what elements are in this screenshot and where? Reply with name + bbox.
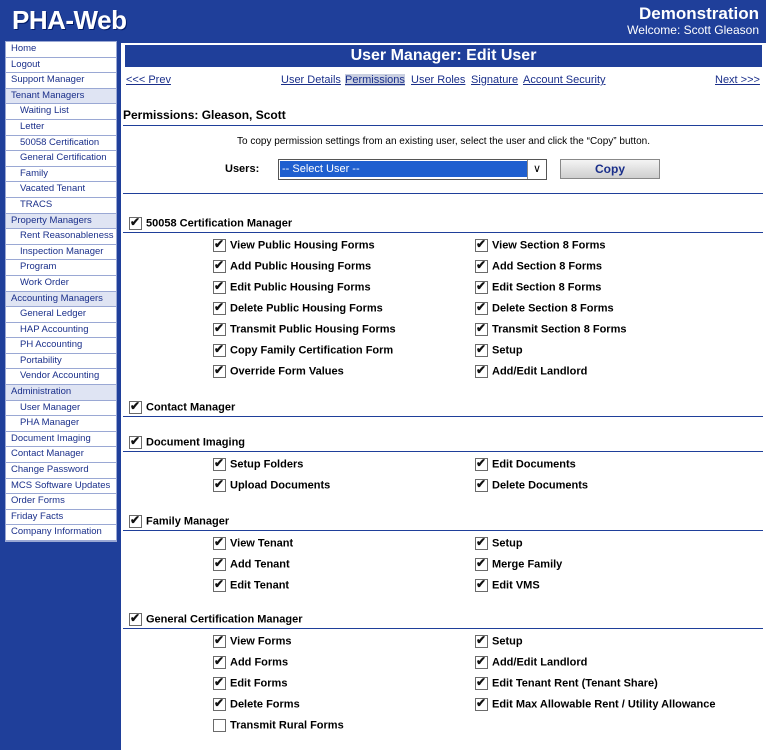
permission-checkbox-delete-public-housing-forms[interactable]	[213, 302, 226, 315]
permission-checkbox-edit-tenant[interactable]	[213, 579, 226, 592]
permission-add-forms	[213, 656, 288, 669]
tab-permissions[interactable]: Permissions	[345, 74, 405, 86]
sidebar-item-vendor-accounting[interactable]: Vendor Accounting	[6, 369, 116, 385]
permission-checkbox-setup-folders[interactable]	[213, 458, 226, 471]
permission-edit-tenant	[213, 579, 289, 592]
permission-add-tenant	[213, 558, 290, 571]
section-family-manager	[129, 515, 229, 528]
permission-view-forms	[213, 635, 292, 648]
sidebar-item-general-certification[interactable]: General Certification	[6, 151, 116, 167]
permission-upload-documents	[213, 479, 330, 492]
section-title: General Certification Manager	[146, 613, 303, 626]
page-title: User Manager: Edit User	[125, 45, 762, 67]
section-checkbox-general-certification-manager[interactable]	[129, 613, 142, 626]
sidebar-item-pha-manager[interactable]: PHA Manager	[6, 416, 116, 432]
permission-view-public-housing-forms	[213, 239, 375, 252]
sidebar-item-tenant-managers[interactable]: Tenant Managers	[6, 89, 116, 105]
permission-checkbox-view-tenant[interactable]	[213, 537, 226, 550]
permission-delete-documents	[475, 479, 588, 492]
copy-instructions: To copy permission settings from an existing user, select the user and click the “Copy” button.	[237, 136, 650, 147]
permission-label: Setup	[492, 537, 523, 550]
permission-checkbox-override-form-values[interactable]	[213, 365, 226, 378]
sidebar-item-contact-manager[interactable]: Contact Manager	[6, 447, 116, 463]
permission-checkbox-setup[interactable]	[475, 635, 488, 648]
next-link[interactable]: Next >>>	[715, 74, 760, 86]
users-select-value: -- Select User --	[280, 161, 527, 177]
sidebar-item-tracs[interactable]: TRACS	[6, 198, 116, 214]
permission-label: Delete Section 8 Forms	[492, 302, 614, 315]
section-50058-certification-manager	[129, 217, 292, 230]
section-checkbox-contact-manager[interactable]	[129, 401, 142, 414]
permission-copy-family-certification-form	[213, 344, 393, 357]
sidebar-item-hap-accounting[interactable]: HAP Accounting	[6, 323, 116, 339]
permission-checkbox-add-public-housing-forms[interactable]	[213, 260, 226, 273]
permission-checkbox-edit-max-allowable-rent-utility-allowance[interactable]	[475, 698, 488, 711]
section-divider	[123, 451, 763, 452]
permission-setup	[475, 537, 523, 550]
permission-label: Transmit Public Housing Forms	[230, 323, 396, 336]
organization-name: Demonstration	[639, 4, 759, 23]
sidebar-item-ph-accounting[interactable]: PH Accounting	[6, 338, 116, 354]
permission-label: Edit Public Housing Forms	[230, 281, 371, 294]
permission-edit-max-allowable-rent-utility-allowance	[475, 698, 716, 711]
permission-label: Setup Folders	[230, 458, 304, 471]
permission-label: Setup	[492, 344, 523, 357]
permission-add-edit-landlord	[475, 656, 587, 669]
section-title: Document Imaging	[146, 436, 246, 449]
section-title: 50058 Certification Manager	[146, 217, 293, 230]
permission-checkbox-view-section-8-forms[interactable]	[475, 239, 488, 252]
sidebar-item-property-managers[interactable]: Property Managers	[6, 214, 116, 230]
permission-label: Add Public Housing Forms	[230, 260, 372, 273]
sidebar-item-waiting-list[interactable]: Waiting List	[6, 104, 116, 120]
tab-navigation	[125, 73, 762, 89]
tab-user-details[interactable]: User Details	[281, 74, 341, 86]
permission-transmit-public-housing-forms	[213, 323, 396, 336]
permission-label: Transmit Section 8 Forms	[492, 323, 627, 336]
tab-account-security[interactable]: Account Security	[523, 74, 606, 86]
permission-checkbox-view-forms[interactable]	[213, 635, 226, 648]
permission-label: Transmit Rural Forms	[230, 719, 344, 732]
permission-checkbox-edit-tenant-rent-tenant-share[interactable]	[475, 677, 488, 690]
permission-checkbox-merge-family[interactable]	[475, 558, 488, 571]
permission-checkbox-transmit-rural-forms[interactable]	[213, 719, 226, 732]
permission-delete-forms	[213, 698, 300, 711]
permission-label: Add Tenant	[230, 558, 290, 571]
sidebar-item-general-ledger[interactable]: General Ledger	[6, 307, 116, 323]
permission-checkbox-edit-documents[interactable]	[475, 458, 488, 471]
permission-edit-forms	[213, 677, 287, 690]
sidebar-item-vacated-tenant[interactable]: Vacated Tenant	[6, 182, 116, 198]
sidebar-item-accounting-managers[interactable]: Accounting Managers	[6, 292, 116, 308]
pha-web-logo[interactable]: PHA-Web	[12, 5, 127, 35]
section-general-certification-manager	[129, 613, 303, 626]
sidebar-item-administration[interactable]: Administration	[6, 385, 116, 401]
sidebar-item-work-order[interactable]: Work Order	[6, 276, 116, 292]
main-content	[121, 43, 766, 750]
permission-checkbox-add-edit-landlord[interactable]	[475, 365, 488, 378]
sidebar-nav	[5, 41, 117, 542]
permission-view-section-8-forms	[475, 239, 606, 252]
permission-view-tenant	[213, 537, 293, 550]
permission-transmit-rural-forms	[213, 719, 344, 732]
permission-label: Setup	[492, 635, 523, 648]
section-checkbox-family-manager[interactable]	[129, 515, 142, 528]
permission-label: Edit Max Allowable Rent / Utility Allowance	[492, 698, 716, 711]
chevron-down-icon[interactable]: ∨	[527, 160, 546, 179]
permission-checkbox-delete-forms[interactable]	[213, 698, 226, 711]
sidebar-item-mcs-software-updates[interactable]: MCS Software Updates	[6, 479, 116, 495]
permission-label: Add Forms	[230, 656, 289, 669]
users-select[interactable]	[278, 159, 547, 180]
permission-checkbox-edit-forms[interactable]	[213, 677, 226, 690]
section-contact-manager	[129, 401, 235, 414]
permission-edit-tenant-rent-tenant-share	[475, 677, 658, 690]
permission-label: View Tenant	[230, 537, 294, 550]
tab-signature[interactable]: Signature	[471, 74, 519, 86]
permission-label: Add/Edit Landlord	[492, 656, 588, 669]
permission-checkbox-setup[interactable]	[475, 344, 488, 357]
permission-label: Copy Family Certification Form	[230, 344, 394, 357]
sidebar-item-letter[interactable]: Letter	[6, 120, 116, 136]
divider	[123, 193, 763, 194]
tab-user-roles[interactable]: User Roles	[411, 74, 466, 86]
permission-label: Edit Documents	[492, 458, 576, 471]
permission-setup	[475, 635, 523, 648]
section-checkbox-50058-certification-manager[interactable]	[129, 217, 142, 230]
section-divider	[123, 416, 763, 417]
section-title: Family Manager	[146, 515, 230, 528]
permission-label: Add Section 8 Forms	[492, 260, 603, 273]
permission-label: Add/Edit Landlord	[492, 365, 588, 378]
permission-label: Edit Forms	[230, 677, 288, 690]
users-label: Users:	[225, 163, 260, 175]
permission-label: View Forms	[230, 635, 292, 648]
permission-edit-documents	[475, 458, 576, 471]
permission-checkbox-edit-vms[interactable]	[475, 579, 488, 592]
permission-label: Edit VMS	[492, 579, 540, 592]
permission-checkbox-add-edit-landlord[interactable]	[475, 656, 488, 669]
permission-label: Delete Forms	[230, 698, 300, 711]
permission-checkbox-add-forms[interactable]	[213, 656, 226, 669]
permission-checkbox-upload-documents[interactable]	[213, 479, 226, 492]
sidebar-item-document-imaging[interactable]: Document Imaging	[6, 432, 116, 448]
permission-label: View Public Housing Forms	[230, 239, 375, 252]
sidebar-item-portability[interactable]: Portability	[6, 354, 116, 370]
sidebar-item-rent-reasonableness[interactable]: Rent Reasonableness	[6, 229, 116, 245]
section-divider	[123, 530, 763, 531]
permission-add-edit-landlord	[475, 365, 587, 378]
sidebar-item-home[interactable]: Home	[6, 42, 116, 58]
permission-edit-section-8-forms	[475, 281, 601, 294]
section-title: Contact Manager	[146, 401, 236, 414]
permission-checkbox-setup[interactable]	[475, 537, 488, 550]
section-document-imaging	[129, 436, 245, 449]
section-divider	[123, 232, 763, 233]
permission-delete-section-8-forms	[475, 302, 614, 315]
permission-transmit-section-8-forms	[475, 323, 626, 336]
permission-setup-folders	[213, 458, 303, 471]
sidebar-item-program[interactable]: Program	[6, 260, 116, 276]
permissions-heading: Permissions: Gleason, Scott	[123, 108, 286, 122]
permission-edit-public-housing-forms	[213, 281, 371, 294]
sidebar-item-company-information[interactable]: Company Information	[6, 525, 116, 541]
permission-checkbox-transmit-public-housing-forms[interactable]	[213, 323, 226, 336]
permission-add-public-housing-forms	[213, 260, 371, 273]
permission-checkbox-edit-public-housing-forms[interactable]	[213, 281, 226, 294]
section-divider	[123, 628, 763, 629]
permission-checkbox-add-section-8-forms[interactable]	[475, 260, 488, 273]
permission-label: View Section 8 Forms	[492, 239, 606, 252]
permission-checkbox-edit-section-8-forms[interactable]	[475, 281, 488, 294]
sidebar-item-inspection-manager[interactable]: Inspection Manager	[6, 245, 116, 261]
prev-link[interactable]: <<< Prev	[126, 74, 171, 86]
sidebar-item-order-forms[interactable]: Order Forms	[6, 494, 116, 510]
sidebar-item-friday-facts[interactable]: Friday Facts	[6, 510, 116, 526]
permission-merge-family	[475, 558, 562, 571]
top-header	[0, 0, 766, 40]
permission-delete-public-housing-forms	[213, 302, 383, 315]
permission-checkbox-add-tenant[interactable]	[213, 558, 226, 571]
permission-label: Upload Documents	[230, 479, 331, 492]
section-checkbox-document-imaging[interactable]	[129, 436, 142, 449]
sidebar-item-logout[interactable]: Logout	[6, 58, 116, 74]
permission-checkbox-copy-family-certification-form[interactable]	[213, 344, 226, 357]
sidebar-item-50058-certification[interactable]: 50058 Certification	[6, 136, 116, 152]
permission-checkbox-transmit-section-8-forms[interactable]	[475, 323, 488, 336]
permission-setup	[475, 344, 523, 357]
permission-checkbox-view-public-housing-forms[interactable]	[213, 239, 226, 252]
permission-edit-vms	[475, 579, 540, 592]
sidebar-item-change-password[interactable]: Change Password	[6, 463, 116, 479]
permission-label: Override Form Values	[230, 365, 344, 378]
sidebar-item-user-manager[interactable]: User Manager	[6, 401, 116, 417]
permission-label: Edit Section 8 Forms	[492, 281, 602, 294]
permission-override-form-values	[213, 365, 344, 378]
permission-add-section-8-forms	[475, 260, 602, 273]
permission-checkbox-delete-section-8-forms[interactable]	[475, 302, 488, 315]
welcome-text: Welcome: Scott Gleason	[627, 23, 759, 37]
divider	[123, 125, 763, 126]
permission-label: Merge Family	[492, 558, 563, 571]
permission-label: Delete Documents	[492, 479, 588, 492]
permission-checkbox-delete-documents[interactable]	[475, 479, 488, 492]
permission-label: Edit Tenant	[230, 579, 290, 592]
sidebar-item-family[interactable]: Family	[6, 167, 116, 183]
permission-label: Delete Public Housing Forms	[230, 302, 383, 315]
permission-label: Edit Tenant Rent (Tenant Share)	[492, 677, 658, 690]
copy-button[interactable]: Copy	[560, 159, 660, 179]
sidebar-item-support-manager[interactable]: Support Manager	[6, 73, 116, 89]
